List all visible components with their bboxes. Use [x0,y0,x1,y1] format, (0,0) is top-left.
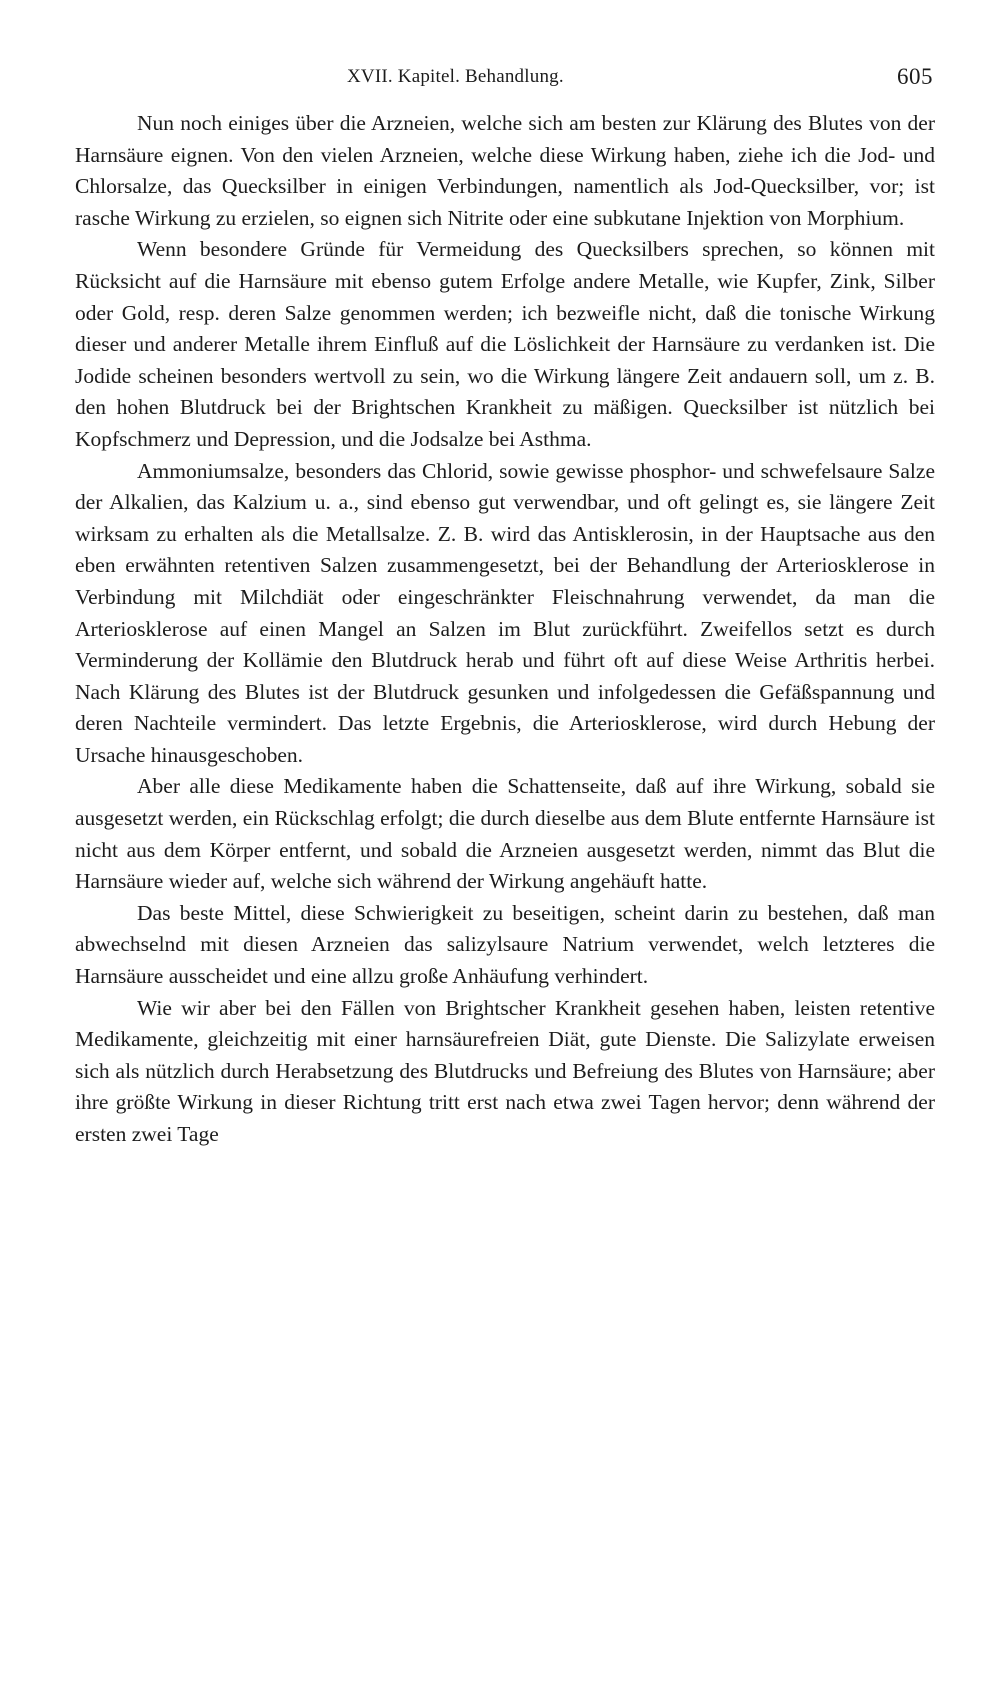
paragraph-4: Aber alle diese Medikamente haben die Schattenseite, daß auf ihre Wirkung, sobald sie ausgesetzt werden, ein Rückschlag erfolgt; die durch dieselbe aus dem Blute entfernte Harnsäure ist nicht aus dem Körper entfernt, und sobald die Arzneien ausgesetzt werden, nimmt das Blut die Harnsäure wieder auf, welche sich während der Wirkung angehäuft hatte. [75,774,935,894]
chapter-heading: XVII. Kapitel. Behandlung. [347,66,564,87]
paragraph-5: Das beste Mittel, diese Schwierigkeit zu beseitigen, scheint darin zu bestehen, daß man abwechselnd mit diesen Arzneien das salizylsaure Natrium verwendet, welch letzteres die Harnsäure ausscheidet und eine allzu große Anhäufung verhindert. [75,900,935,989]
paragraph-6: Wie wir aber bei den Fällen von Brightscher Krankheit gesehen haben, leisten retentive Medikamente, gleichzeitig mit einer harnsäurefreien Diät, gute Dienste. Die Salizylate erweisen sich als nützlich durch Herabsetzung des Blutdrucks und Befreiung des Blutes von Harnsäure; aber ihre größte Wirkung in dieser Richtung tritt erst nach etwa zwei Tagen hervor; denn während der ersten zwei Tage [75,995,935,1146]
paragraph-2: Wenn besondere Gründe für Vermeidung des Quecksilbers sprechen, so können mit Rücksicht auf die Harnsäure mit ebenso gutem Erfolge andere Metalle, wie Kupfer, Zink, Silber oder Gold, resp. deren Salze genommen werden; ich bezweifle nicht, daß die tonische Wirkung dieser und anderer Metalle ihrem Einfluß auf die Löslichkeit der Harnsäure zu verdanken ist. Die Jodide scheinen besonders wertvoll zu sein, wo die Wirkung längere Zeit andauern soll, um z. B. den hohen Blutdruck bei der Brightschen Krankheit zu mäßigen. Quecksilber ist nützlich bei Kopfschmerz und Depression, und die Jodsalze bei Asthma. [75,237,935,451]
book-page [75,58,935,1151]
paragraph-1: Nun noch einiges über die Arzneien, welche sich am besten zur Klärung des Blutes von der Harnsäure eignen. Von den vielen Arzneien, welche diese Wirkung haben, ziehe ich die Jod- und Chlorsalze, das Quecksilber in einigen Verbindungen, namentlich als Jod-Quecksilber, vor; ist rasche Wirkung zu erzielen, so eignen sich Nitrite oder eine subkutane Injektion von Morphium. [75,111,935,230]
page-number: 605 [897,64,933,89]
running-header [75,58,935,98]
paragraph-3: Ammoniumsalze, besonders das Chlorid, sowie gewisse phosphor- und schwefelsaure Salze der Alkalien, das Kalzium u. a., sind ebenso gut verwendbar, und oft gelingt es, sie längere Zeit wirksam zu erhalten als die Metallsalze. Z. B. wird das Antisklerosin, in der Hauptsache aus den eben erwähnten retentiven Salzen zusammengesetzt, bei der Behandlung der Arteriosklerose in Verbindung mit Milchdiät oder eingeschränkter Fleischnahrung verwendet, da man die Arteriosklerose auf einen Mangel an Salzen im Blut zurückführt. Zweifellos setzt es durch Verminderung der Kollämie den Blutdruck herab und führt oft auf diese Weise Arthritis herbei. Nach Klärung des Blutes ist der Blutdruck gesunken und infolgedessen die Gefäßspannung und deren Nachteile vermindert. Das letzte Ergebnis, die Arteriosklerose, wird durch Hebung der Ursache hinausgeschoben. [75,458,935,767]
